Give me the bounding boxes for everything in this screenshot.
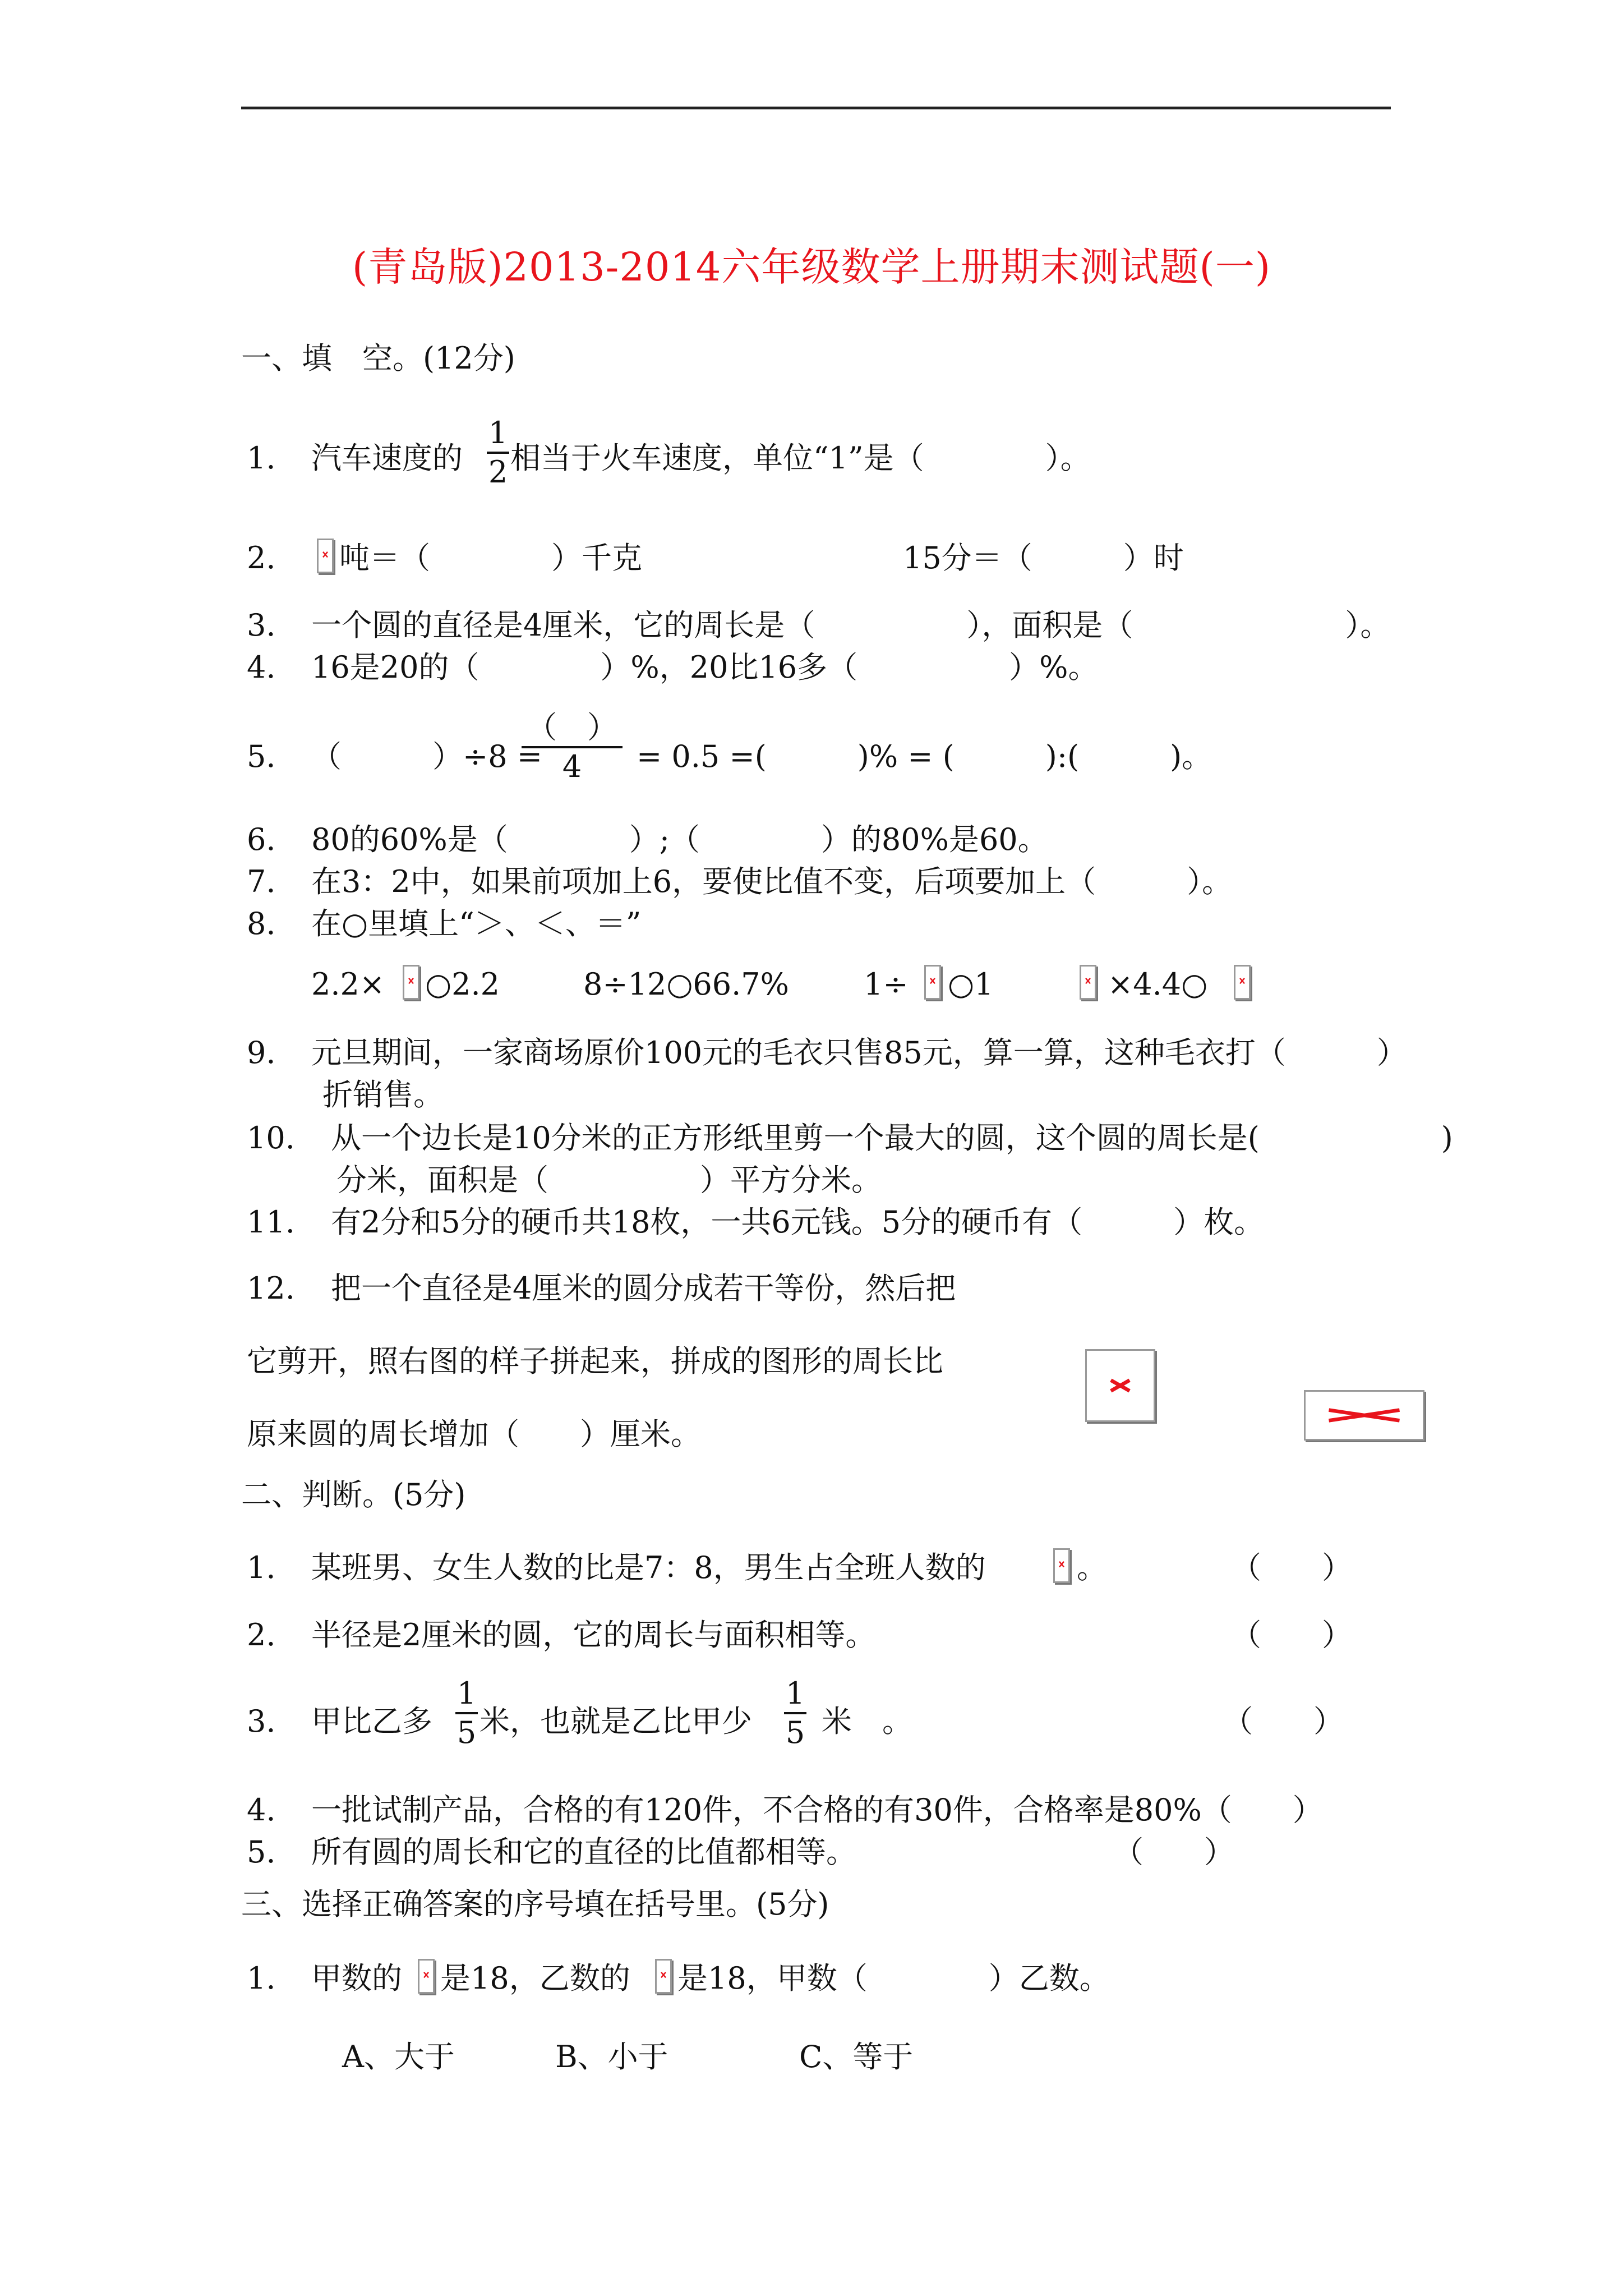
frac-bar: [455, 1712, 478, 1714]
q12-line3: 原来圆的周长增加（ ）厘米。: [247, 1416, 701, 1452]
option-b: B、小于: [555, 2039, 668, 2074]
s2-q3-mid: 米，也就是乙比甲少: [479, 1704, 752, 1739]
q2-a: 吨＝（ ）千克: [339, 540, 642, 576]
q3-num: 3.: [247, 608, 276, 643]
q12-line1: 把一个直径是4厘米的圆分成若干等份，然后把: [331, 1271, 956, 1306]
q8-item-c: 1÷: [864, 967, 909, 1002]
s2-q4-num: 4.: [247, 1792, 276, 1828]
s3-q1-a: 甲数的: [311, 1961, 402, 1996]
s2-q2-paren: （ ）: [1231, 1617, 1352, 1653]
frac-bar: [784, 1712, 806, 1714]
q8-item-d2: ×4.4○: [1108, 967, 1208, 1002]
frac-numerator: 1: [785, 1676, 805, 1711]
q3-text: 一个圆的直径是4厘米，它的周长是（ ），面积是（ ）。: [311, 608, 1391, 643]
s2-q5-text: 所有圆的周长和它的直径的比值都相等。: [311, 1834, 856, 1870]
q10-line2: 分米，面积是（ ）平方分米。: [336, 1162, 882, 1198]
q12-num: 12.: [247, 1271, 295, 1306]
frac-numerator: 1: [457, 1676, 477, 1711]
q5-fraction: [522, 712, 623, 782]
q7-num: 7.: [247, 864, 276, 899]
q1-post: 相当于火车速度，单位“1”是（ ）。: [510, 440, 1091, 476]
s2-q3-post: 米 。: [822, 1704, 912, 1739]
frac-numerator: 1: [488, 415, 508, 450]
s2-q5-paren: （ ）: [1113, 1834, 1234, 1870]
broken-image-icon: [317, 539, 334, 573]
page-title: (青岛版)2013-2014六年级数学上册期末测试题(一): [352, 244, 1271, 290]
s2-q1-num: 1.: [247, 1550, 276, 1585]
frac-numerator: （ ）: [527, 710, 617, 745]
q8-num: 8.: [247, 906, 276, 941]
q9-line1: 元旦期间，一家商场原价100元的毛衣只售85元，算一算，这种毛衣打（ ）: [311, 1035, 1407, 1070]
section1-header: 一、填 空。(12分): [241, 341, 515, 376]
broken-image-icon: [924, 965, 941, 1000]
option-a: A、大于: [342, 2039, 455, 2074]
s2-q2-num: 2.: [247, 1617, 276, 1653]
q1-num: 1.: [247, 440, 276, 476]
broken-image-icon: [418, 1959, 435, 1994]
q8-item-a: 2.2×: [311, 967, 385, 1002]
frac-denominator: 5: [457, 1715, 477, 1750]
q6-num: 6.: [247, 822, 276, 857]
q4-text: 16是20的（ ）%，20比16多（ ）%。: [311, 650, 1099, 685]
section2-header: 二、判断。(5分): [241, 1477, 466, 1512]
q8-item-b: 8÷12○66.7%: [583, 967, 789, 1002]
q6-text: 80的60%是（ ）;（ ）的80%是60。: [311, 822, 1048, 857]
s2-q3-pre: 甲比乙多: [311, 1704, 432, 1739]
q1-pre: 汽车速度的: [311, 440, 463, 476]
frac-denominator: 4: [562, 749, 582, 784]
q10-line1: 从一个边长是10分米的正方形纸里剪一个最大的圆，这个圆的周长是( ): [331, 1120, 1453, 1156]
s2-q3-num: 3.: [247, 1704, 276, 1739]
broken-image-icon: [1304, 1390, 1424, 1441]
q10-num: 10.: [247, 1120, 295, 1156]
s3-q1-b: 是18，乙数的: [440, 1961, 630, 1996]
q5-a: （ ）÷8 =: [311, 739, 543, 774]
broken-image-icon: [655, 1959, 672, 1994]
q7-text: 在3：2中，如果前项加上6，要使比值不变，后项要加上（ ）。: [311, 864, 1233, 899]
broken-image-icon: [1085, 1349, 1155, 1422]
s2-q1-paren: （ ）: [1231, 1550, 1352, 1585]
top-rule: [241, 107, 1391, 109]
s2-q5-num: 5.: [247, 1834, 276, 1870]
q9-num: 9.: [247, 1035, 276, 1070]
q8-item-c2: ○1: [948, 967, 994, 1002]
q2-num: 2.: [247, 540, 276, 576]
s2-q3-fraction-2: [784, 1678, 806, 1748]
q8-item-a2: ○2.2: [425, 967, 500, 1002]
q11-num: 11.: [247, 1204, 295, 1240]
s2-q4-text: 一批试制产品，合格的有120件，不合格的有30件，合格率是80%（ ）: [311, 1792, 1323, 1828]
s2-q1-text: 某班男、女生人数的比是7：8，男生占全班人数的: [311, 1550, 986, 1585]
q8-text: 在○里填上“＞、＜、＝”: [311, 906, 642, 941]
section3-header: 三、选择正确答案的序号填在括号里。(5分): [241, 1887, 829, 1922]
broken-image-icon: [1053, 1548, 1070, 1583]
q5-b: = 0.5 =( )% = ( ):( )。: [637, 739, 1212, 774]
q5-num: 5.: [247, 739, 276, 774]
q1-fraction: [487, 415, 509, 490]
broken-image-icon: [403, 965, 419, 1000]
q11-text: 有2分和5分的硬币共18枚，一共6元钱。5分的硬币有（ ）枚。: [331, 1204, 1265, 1240]
broken-image-icon: [1080, 965, 1096, 1000]
frac-denominator: 2: [488, 454, 508, 490]
q4-num: 4.: [247, 650, 276, 685]
s2-q2-text: 半径是2厘米的圆，它的周长与面积相等。: [311, 1617, 876, 1653]
q2-b: 15分＝（ ）时: [903, 540, 1184, 576]
s3-q1-c: 是18，甲数（ ）乙数。: [677, 1961, 1110, 1996]
frac-bar: [522, 746, 623, 748]
frac-bar: [487, 452, 509, 454]
s2-q1-tail: 。: [1077, 1550, 1107, 1585]
q12-line2: 它剪开，照右图的样子拼起来，拼成的图形的周长比: [247, 1343, 943, 1379]
frac-denominator: 5: [785, 1715, 805, 1750]
s2-q3-paren: （ ）: [1223, 1704, 1344, 1739]
s3-q1-num: 1.: [247, 1961, 276, 1996]
option-c: C、等于: [799, 2039, 914, 2074]
broken-image-icon: [1234, 965, 1251, 1000]
s2-q3-fraction-1: [455, 1678, 478, 1748]
q9-line2: 折销售。: [322, 1077, 444, 1112]
